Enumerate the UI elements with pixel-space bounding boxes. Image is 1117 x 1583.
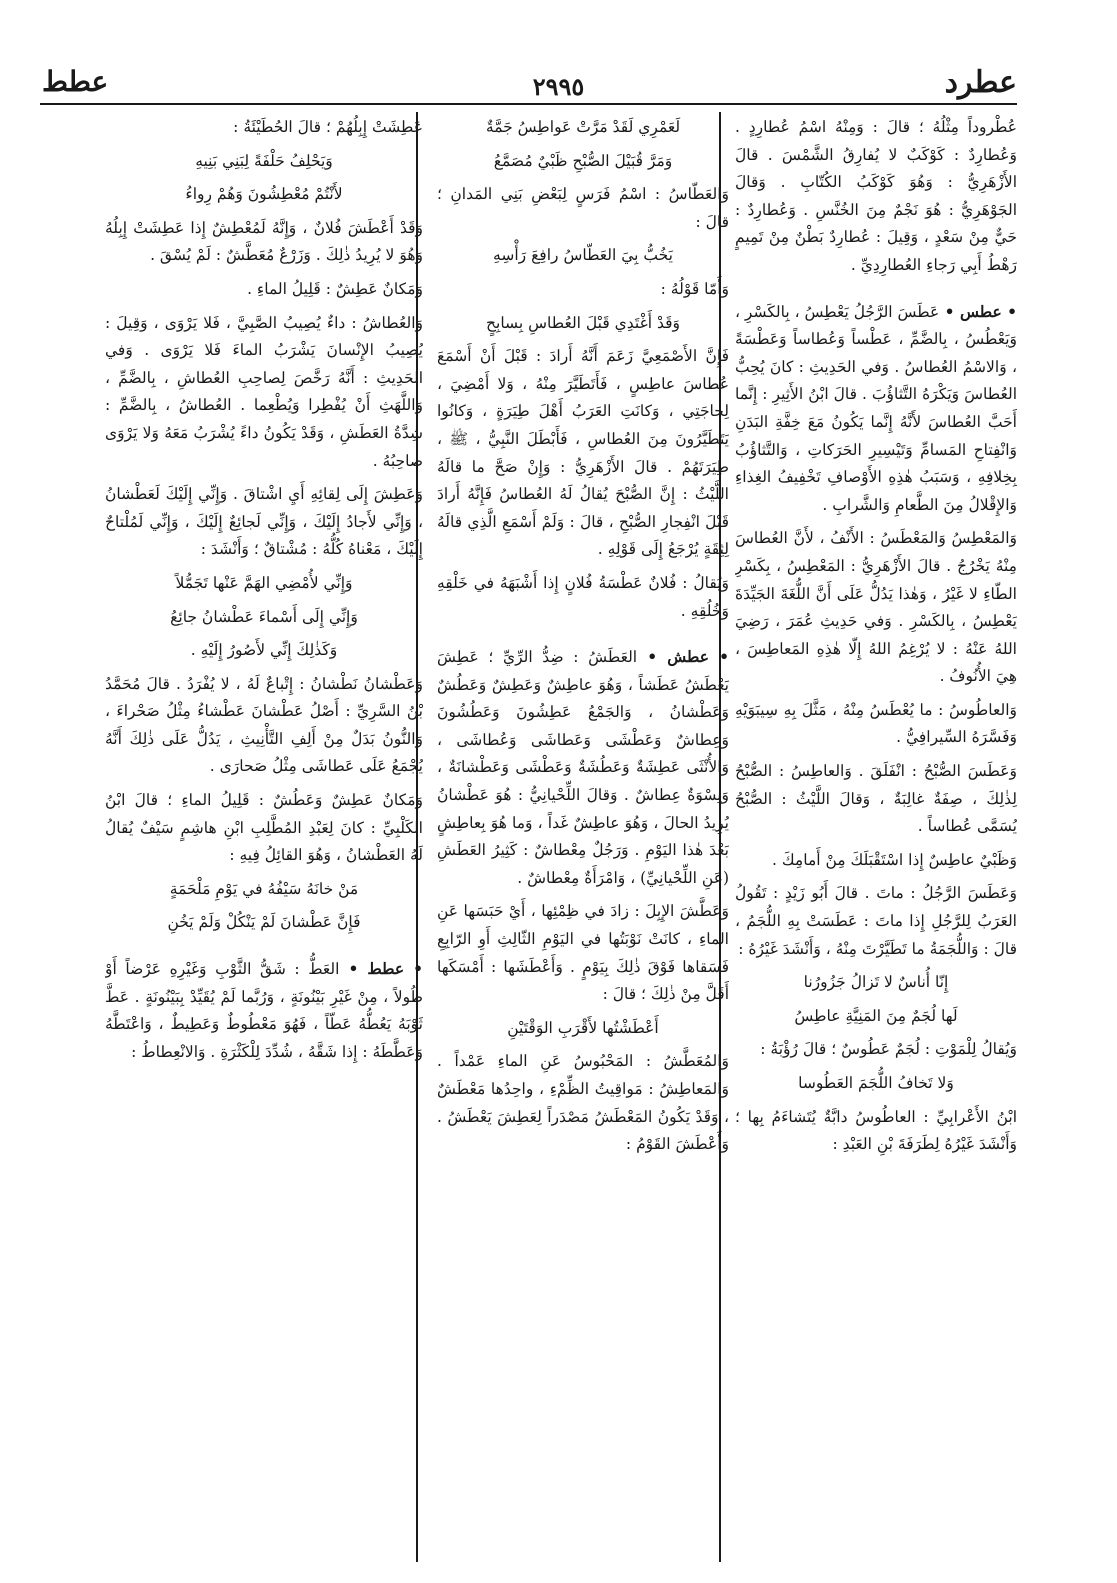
paragraph: عَطِشَتْ إِبِلُهُمْ ؛ قالَ الحُطَيْئَةُ : [233, 118, 423, 136]
paragraph: وَقَدْ أَعْطَشَ فُلانٌ ، وَإِنَّهُ لَمُعْطِشٌ إِذا عَطِشَتْ إِبِلُهُ وَهُوَ لا يُرِيدُ ذٰلِكَ . وَزَرْعٌ مُعَطَّشٌ : لَمْ يُسْقَ . [105, 218, 423, 265]
paragraph: وَالعَطّاسُ : اسْمُ فَرَسٍ لِبَعْضِ بَنِي المَدانِ ؛ قالَ : [437, 185, 729, 231]
paragraph: وَيُقالُ لِلْمَوْتِ : لُجَمٌ عَطُوسٌ ؛ قالَ رُؤْبَةُ : [760, 1040, 1017, 1059]
paragraph: وَمَكانٌ عَطِشٌ وَعَطُشٌ : قَلِيلُ الماءِ ؛ قالَ ابْنُ الكَلْبِيِّ : كانَ لِعَبْدِ المُطَّلِبِ ابْنِ هاشِمٍ سَيْفٌ يُقالُ لَهُ العَطْشانُ ، وَهُوَ القائِلُ فِيهِ : [105, 791, 423, 865]
verse-line: وَإِنِّي لأُمْضِي الهَمَّ عَنْها تَجَمُّلاً [175, 573, 353, 592]
paragraph: وَيُقالُ : فُلانٌ عَطْسَةُ فُلانٍ إِذا أَشْبَهَهُ في خَلْقِهِ وَخُلُقِهِ . [437, 573, 729, 620]
entry-headword: • عطش • [637, 647, 729, 667]
column-right [735, 114, 1017, 1564]
running-headword-left: عطط [42, 65, 109, 98]
entry-text: العَطَشُ : ضِدُّ الرِّيِّ ؛ عَطِشَ يَعْطَشُ عَطَشاً ، وَهُوَ عاطِشٌ وَعَطِشٌ وَعَطُشٌ وَعَطْشانُ ، وَالجَمْعُ عَطِشُونَ وَعَطُشُونَ وَعِطاشٌ وَعَطْشَى وَعَطاشَى وَعُطاشَى ، وَالأُنْثَى عَطِشَةٌ وَعَطُشَةٌ وَعَطْشَى وَعَطْشانَةٌ ، وَنِسْوَةٌ عِطاشٌ . وَقالَ اللِّحْيانِيُّ : هُوَ عَطْشانُ يُرِيدُ الحالَ ، وَهُوَ عاطِشٌ غَداً ، وَما هُوَ بِعاطِشٍ بَعْدَ هٰذا اليَوْمِ . وَرَجُلٌ مِعْطاشٌ : كَثِيرُ العَطَشِ (عَنِ اللِّحْيانِيِّ) ، وَامْرَأَةٌ مِعْطاشٌ . [437, 648, 729, 887]
paragraph: وَالمُعَطَّشُ : المَحْبُوسُ عَنِ الماءِ عَمْداً . وَالمَعاطِشُ : مَواقِيتُ الظِّمْءِ ، واحِدُها مَعْطَشٌ ، وَقَدْ يَكُونُ المَعْطَشُ مَصْدَراً لِعَطِشَ يَعْطَشُ . وَأَعْطَشَ القَوْمُ : [437, 1052, 729, 1154]
paragraph: ابْنُ الأَعْرابِيِّ : العاطُوسُ دابَّةٌ يُتَشاءَمُ بِها ؛ وَأَنْشَدَ غَيْرُهُ لِطَرَفَةَ بْنِ العَبْدِ : [735, 1107, 1017, 1154]
dictionary-entry [735, 298, 1017, 520]
column-middle [437, 114, 729, 1564]
verse-line: يَخُبُّ بِيَ العَطّاسُ رافِعَ رَأْسِهِ [493, 246, 673, 265]
verse-line: مَنْ خانَهُ سَيْفُهُ في يَوْمِ مَلْحَمَةٍ [169, 879, 359, 898]
paragraph: وَعَطَسَ الصُّبْحُ : انْفَلَقَ . وَالعاطِسُ : الصُّبْحُ لِذٰلِكَ ، صِفَةٌ غالِبَةٌ ، وَقالَ اللَّيْثُ : الصُّبْحُ يُسَمَّى عُطاساً . [735, 762, 1017, 836]
verse-line: إِنّا أُناسٌ لا تَزالُ جَزُورُنا [803, 973, 949, 992]
verse-line: وَلا تَخافُ اللُّجَمَ العَطُوسا [798, 1074, 954, 1092]
verse-line: لَها لُجَمٌ مِنَ المَنِيَّةِ عاطِسُ [794, 1006, 958, 1025]
verse-line: وَمَرَّ قُبَيْلَ الصُّبْحِ ظَبْيٌ مُصَمَّعُ [493, 151, 673, 170]
paragraph: وَالعاطُوسُ : ما يُعْطَسُ مِنْهُ ، مَثَّلَ بِهِ سِيبَوَيْهِ وَفَسَّرَهُ السِّيرافِيُّ . [735, 700, 1017, 747]
verse-line: أَعْطَشْتُها لأَقْرَبِ الوَقْتَيْنِ [507, 1018, 659, 1037]
paragraph: وَعَطِشَ إِلَى لِقائِهِ أَيِ اشْتاقَ . وَإِنِّي إِلَيْكَ لَعَطْشانُ ، وَإِنِّي لأَجادُ إِلَيْكَ ، وَإِنِّي لَجائِعٌ إِلَيْكَ ، وَإِنِّي لَمُلْتاحٌ إِلَيْكَ ، مَعْناهُ كُلُّهُ : مُشْتاقٌ ؛ وَأَنْشَدَ : [105, 485, 423, 559]
entry-headword: • عطط • [339, 959, 423, 979]
verse-line: وَإِنِّي إِلَى أَسْماءَ عَطْشانُ جائِعُ [170, 607, 358, 626]
verse-line: فَإِنَّ عَطْشانَ لَمْ يَنْكُلْ وَلَمْ يَخُنِ [167, 913, 361, 932]
paragraph: وَالعُطاشُ : داءٌ يُصِيبُ الصَّبِيَّ ، فَلا يَرْوَى ، وَقِيلَ : يُصِيبُ الإِنْسانَ يَشْرَبُ الماءَ فَلا يَرْوَى . وَفي الحَدِيثِ : أَنَّهُ رَخَّصَ لِصاحِبِ العُطاشِ ، بِالضَّمِّ ، وَاللَّهَثِ أَنْ يُفْطِرا وَيُطْعِما . العُطاشُ ، بِالضَّمِّ : شِدَّةُ العَطَشِ ، وَقَدْ يَكُونُ داءً يُشْرَبُ مَعَهُ وَلا يَرْوَى صاحِبُهُ . [105, 313, 423, 470]
paragraph: وَمَكانٌ عَطِشٌ : قَلِيلُ الماءِ . [247, 279, 423, 298]
entry-headword: • عطس • [939, 301, 1017, 321]
header-rule [40, 103, 1017, 105]
verse-line: وَيَحْلِفُ حَلْفَةً لِبَنِي بَنِيهِ [195, 151, 333, 170]
verse-line: وَقَدْ أَغْتَدِي قَبْلَ العُطاسِ بِسابِحٍ [486, 313, 680, 332]
paragraph: عُطْروداً مِثْلُهُ ؛ قالَ : وَمِنْهُ اسْمُ عُطارِدٍ . وَعُطارِدٌ : كَوْكَبٌ لا يُفارِقُ الشَّمْسَ . قالَ الأَزْهَرِيُّ : وَهُوَ كَوْكَبُ الكُتّابِ . وَقالَ الجَوْهَرِيُّ : هُوَ نَجْمٌ مِنَ الخُنَّسِ . وَعُطارِدٌ : حَيٌّ مِنْ سَعْدٍ ، وَقِيلَ : عُطارِدٌ بَطْنٌ مِنْ تَمِيمٍ رَهْطُ أَبِي رَجاءِ العُطارِدِيِّ . [735, 118, 1017, 274]
verse-line: لَعَمْرِي لَقَدْ مَرَّتْ عَواطِسُ جَمَّةٌ [485, 118, 681, 136]
paragraph: فَإِنَّ الأَصْمَعِيَّ زَعَمَ أَنَّهُ أَرادَ : قَبْلَ أَنْ أَسْمَعَ عُطاسَ عاطِسٍ ، فَأَتَطَيَّرَ مِنْهُ ، وَلا أَمْضِيَ ، لِحاجَتِي ، وَكانَتِ العَرَبُ أَهْلَ طِيَرَةٍ ، وَكانُوا يَتَطَيَّرُونَ مِنَ العُطاسِ ، فَأَبْطَلَ النَّبِيُّ ، ﷺ ، طِيَرَتَهُمْ . قالَ الأَزْهَرِيُّ : وَإِنْ صَحَّ ما قالَهُ اللَّيْثُ : إِنَّ الصُّبْحَ يُقالُ لَهُ العُطاسُ فَإِنَّهُ أَرادَ قَبْلَ انْفِجارِ الصُّبْحِ ، قالَ : وَلَمْ أَسْمَعِ الَّذِي قالَهُ لِثِقَةٍ يُرْجَعُ إِلَى قَوْلِهِ . [437, 347, 729, 559]
paragraph: وَعَطَّشَ الإِبِلَ : زادَ في ظِمْئِها ، أَيْ حَبَسَها عَنِ الماءِ ، كانَتْ نَوْبَتُها في اليَوْمِ الثّالِثِ أَوِ الرّابِعِ فَسَقاها فَوْقَ ذٰلِكَ بِيَوْمٍ . وَأَعْطَشَها : أَمْسَكَها أَقَلَّ مِنْ ذٰلِكَ ؛ قالَ : [437, 902, 729, 1004]
paragraph: وَعَطْشانُ نَطْشانُ : إِتْباعٌ لَهُ ، لا يُفْرَدُ . قالَ مُحَمَّدُ بْنُ السَّرِيِّ : أَصْلُ عَطْشانَ عَطْشاءُ مِثْلُ صَحْراءَ ، وَالنُّونُ بَدَلٌ مِنْ أَلِفِ التَّأْنِيثِ ، يَدُلُّ عَلَى ذٰلِكَ أَنَّهُ يُجْمَعُ عَلَى عَطاشَى مِثْلُ صَحارَى . [105, 674, 423, 776]
running-headword-right: عطرد [944, 65, 1017, 100]
paragraph: وَأَمّا قَوْلُهُ : [660, 279, 729, 298]
entry-text: العَطُّ : شَقُّ الثَّوْبِ وَغَيْرِهِ عَرْضاً أَوْ طُولاً ، مِنْ غَيْرِ بَيْنُونَةٍ ، وَرُبَّما لَمْ يُقَيِّدْ بِبَيْنُونَةٍ . عَطَّ ثَوْبَهُ يَعُطُّهُ عَطّاً ، فَهُوَ مَعْطُوطٌ وَعَطِيطٌ ، وَاعْتَطَّهُ وَعَطَّطَهُ : إِذا شَقَّهُ ، شُدِّدَ لِلْكَثْرَةِ . وَالانْعِطاطُ : [105, 960, 423, 1061]
entry-text: عَطَسَ الرَّجُلُ يَعْطِسُ ، بِالكَسْرِ ، وَيَعْطُسُ ، بِالضَّمِّ ، عَطْساً وَعُطاساً وَعَطْسَةً ، وَالاسْمُ العُطاسُ . وَفي الحَدِيثِ : كانَ يُحِبُّ العُطاسَ وَيَكْرَهُ التَّثاؤُبَ . قالَ ابْنُ الأَثِيرِ : إِنَّما أَحَبَّ العُطاسَ لأَنَّهُ إِنَّما يَكُونُ مَعَ خِفَّةِ البَدَنِ وَانْفِتاحِ المَسامِّ وَتَيْسِيرِ الحَرَكاتِ ، وَالتَّثاؤُبُ بِخِلافِهِ ، وَسَبَبُ هٰذِهِ الأَوْصافِ تَخْفِيفُ الغِذاءِ وَالإِقْلالُ مِنَ الطَّعامِ وَالشَّرابِ . [735, 302, 1017, 514]
column-left [105, 114, 423, 1564]
dictionary-entry [437, 643, 729, 892]
verse-line: لأَنْتُمْ مُعْطِشُونَ وَهُمْ رِواءُ [185, 185, 343, 204]
page-number: ٢٩٩٥ [532, 72, 585, 101]
paragraph: وَالمَعْطِسُ وَالمَعْطَسُ : الأَنْفُ ، لأَنَّ العُطاسَ مِنْهُ يَخْرُجُ . قالَ الأَزْهَرِيُّ : المَعْطِسُ ، بِكَسْرِ الطّاءِ لا غَيْرُ ، وَهٰذا يَدُلُّ عَلَى أَنَّ اللُّغَةَ الجَيِّدَةَ يَعْطِسُ ، بِالكَسْرِ . وَفي حَدِيثِ عُمَرَ ، رَضِيَ اللهُ عَنْهُ : لا يُرْغِمُ اللهُ إِلّا هٰذِهِ المَعاطِسَ ، هِيَ الأُنُوفُ . [735, 529, 1017, 686]
verse-line: وَكَذٰلِكَ إِنِّي لأَصُورُ إِلَيْهِ . [190, 641, 338, 660]
paragraph: وَظَبْيٌ عاطِسٌ إِذا اسْتَقْبَلَكَ مِنْ أَمامِكَ . [772, 850, 1017, 869]
dictionary-entry [105, 955, 423, 1066]
paragraph: وَعَطَسَ الرَّجُلُ : ماتَ . قالَ أَبُو زَيْدٍ : تَقُولُ العَرَبُ لِلرَّجُلِ إِذا ماتَ : عَطَسَتْ بِهِ اللُّجَمُ ، قالَ : وَاللُّجَمَةُ ما تَطَيَّرْتَ مِنْهُ ، وَأَنْشَدَ غَيْرُهُ : [735, 884, 1017, 958]
